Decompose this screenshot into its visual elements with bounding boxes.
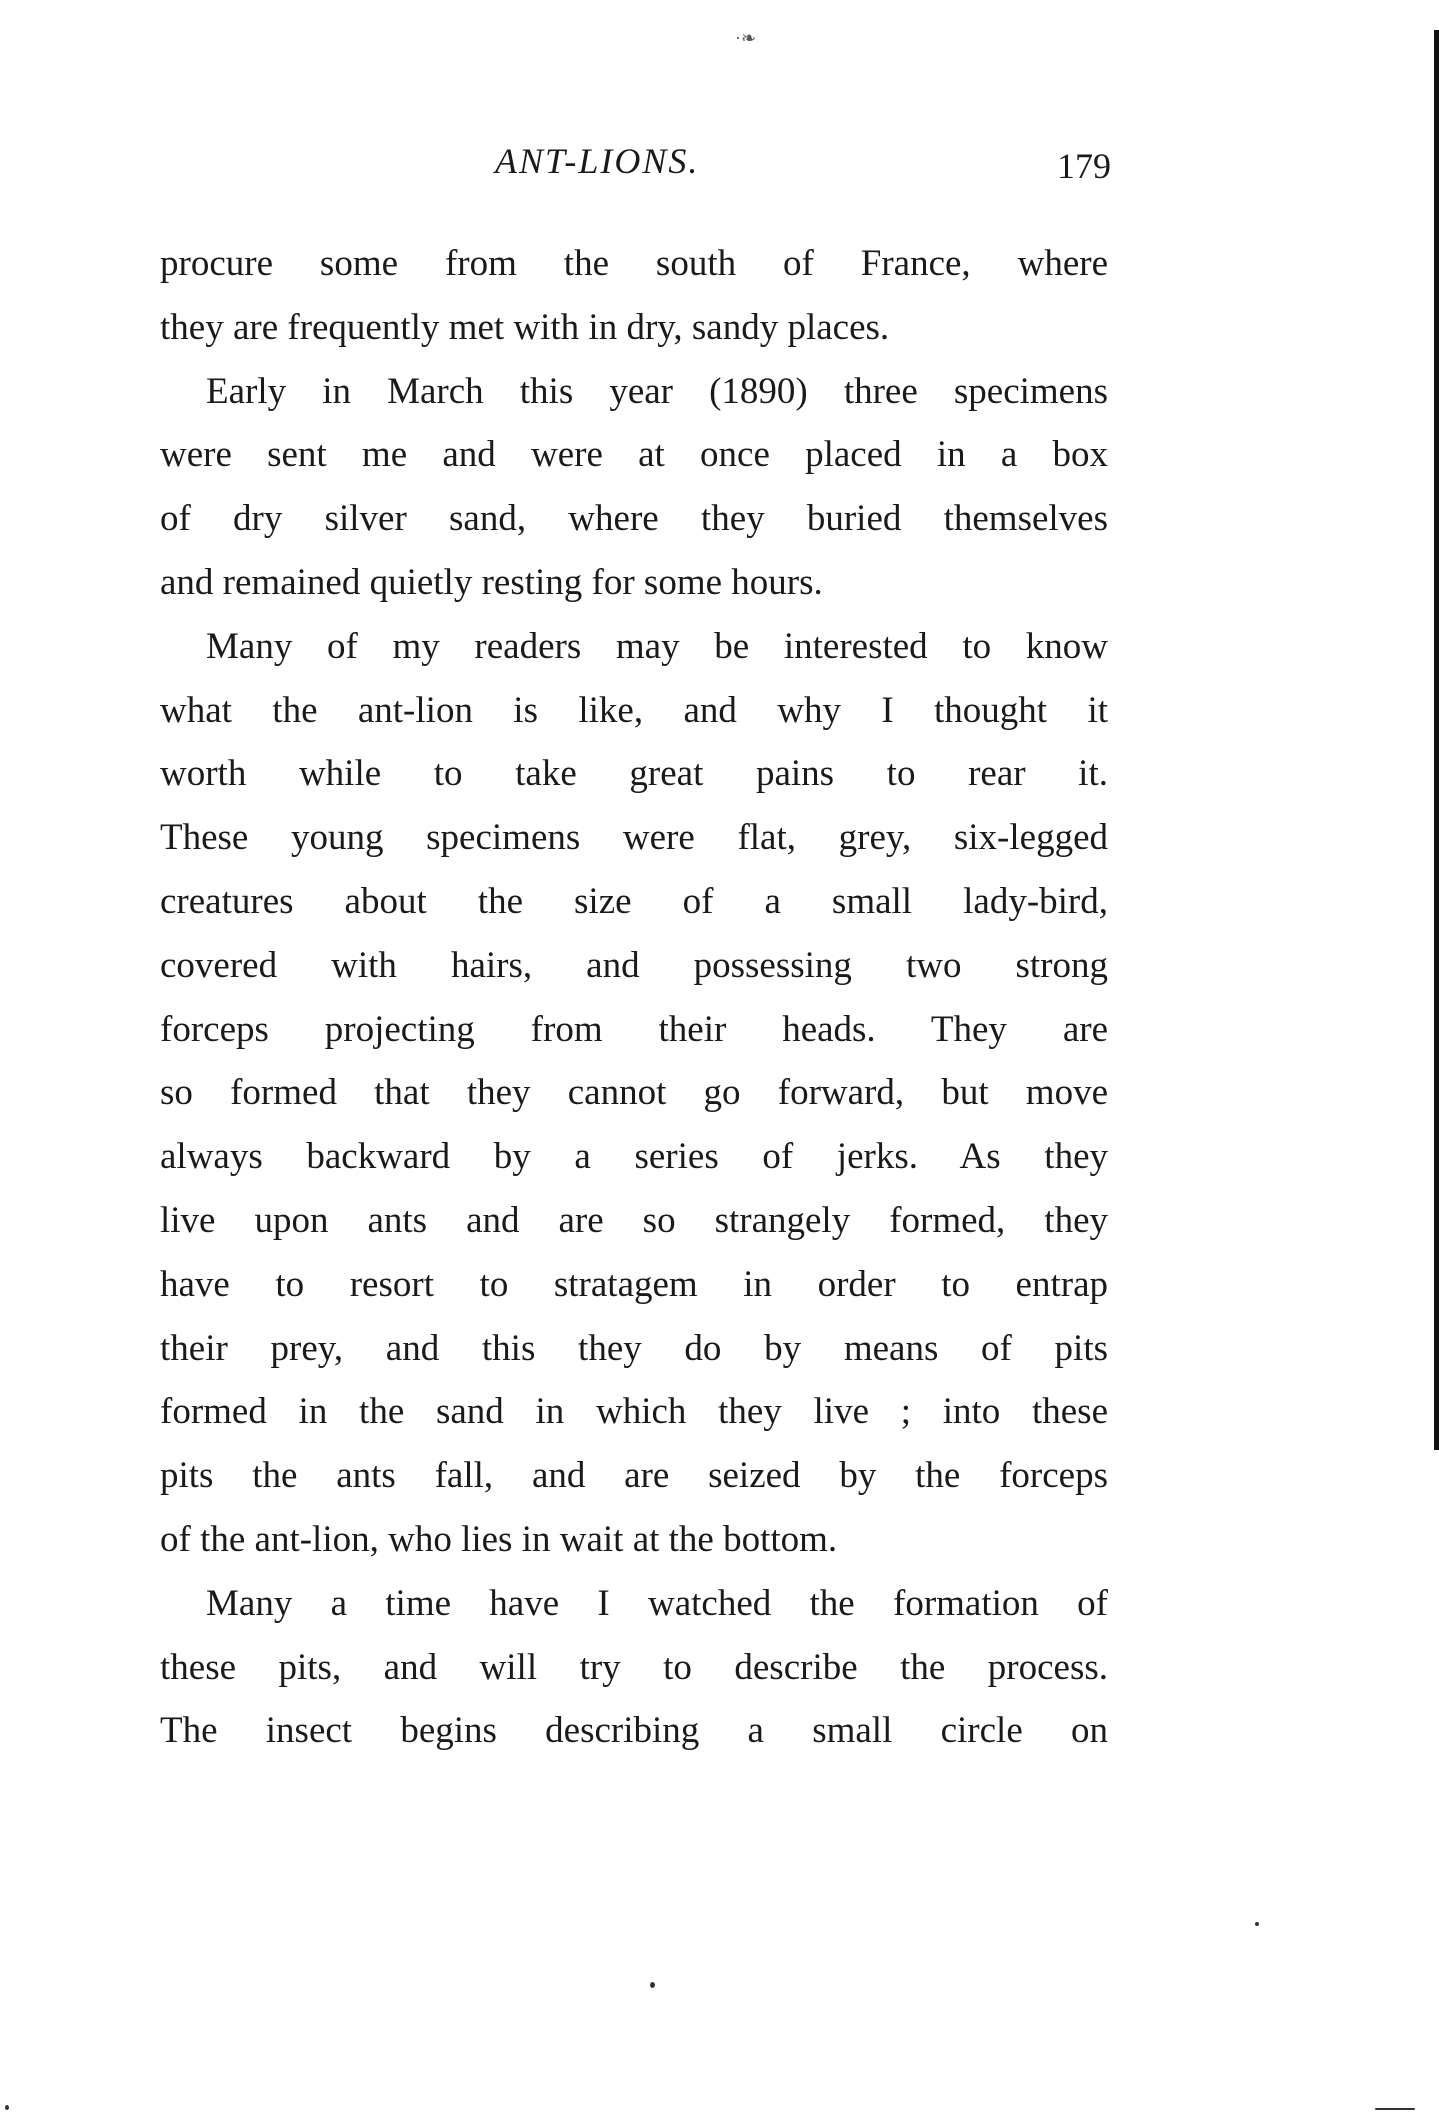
body-text: [160, 232, 1108, 1763]
text-line: Many a time have I watched the formation of: [206, 1582, 1108, 1624]
text-line: These young specimens were flat, grey, six-legged: [160, 817, 1108, 859]
text-line: formed in the sand in which they live ; into these: [160, 1391, 1108, 1433]
page-edge-shadow: [1434, 30, 1439, 1450]
text-line: of dry silver sand, where they buried themselves: [160, 498, 1108, 540]
text-line: always backward by a series of jerks. As they: [160, 1136, 1108, 1178]
text-line: what the ant-lion is like, and why I thought it: [160, 689, 1108, 731]
text-line: have to resort to stratagem in order to entrap: [160, 1263, 1108, 1305]
print-speck: [650, 1982, 655, 1988]
text-line: so formed that they cannot go forward, but move: [160, 1072, 1108, 1114]
text-line: covered with hairs, and possessing two strong: [160, 944, 1108, 986]
text-line: and remained quietly resting for some hours.: [160, 561, 823, 603]
text-line: Many of my readers may be interested to know: [206, 625, 1108, 667]
print-speck: [1255, 1922, 1259, 1926]
text-line: procure some from the south of France, where: [160, 243, 1108, 284]
text-line: forceps projecting from their heads. They are: [160, 1008, 1108, 1050]
text-line: of the ant-lion, who lies in wait at the bottom.: [160, 1518, 838, 1560]
text-line: these pits, and will try to describe the process.: [160, 1646, 1108, 1688]
text-line: were sent me and were at once placed in a box: [160, 434, 1108, 476]
text-line: their prey, and this they do by means of pits: [160, 1327, 1108, 1369]
page-number: 179: [1057, 146, 1111, 186]
text-line: creatures about the size of a small lady-bird,: [160, 880, 1108, 922]
print-speck: [1375, 2108, 1415, 2110]
text-line: pits the ants fall, and are seized by the forceps: [160, 1455, 1108, 1497]
text-line: The insect begins describing a small circle on: [160, 1710, 1108, 1752]
running-head: ANT-LIONS.: [495, 141, 700, 181]
text-line: they are frequently met with in dry, sandy places.: [160, 306, 890, 348]
printer-ornament: ·❧: [735, 28, 757, 48]
print-speck: [5, 2105, 9, 2110]
text-line: worth while to take great pains to rear it.: [160, 753, 1108, 795]
text-line: live upon ants and are so strangely formed, they: [160, 1199, 1108, 1241]
text-line: Early in March this year (1890) three specimens: [206, 370, 1108, 412]
